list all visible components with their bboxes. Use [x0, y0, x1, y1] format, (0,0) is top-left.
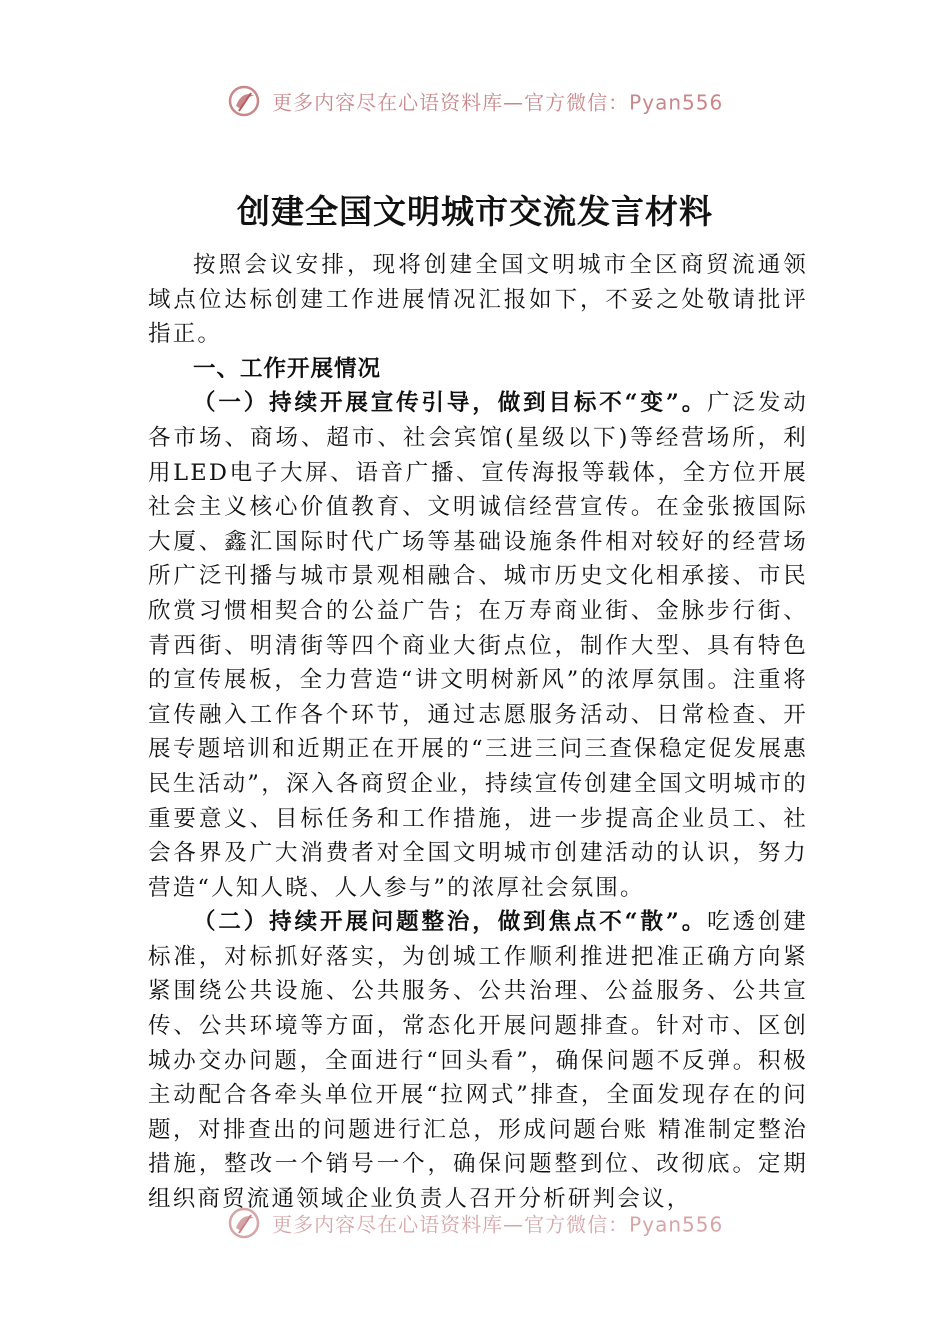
- paragraph-2-heading: （二）持续开展问题整治，做到焦点不“散”。: [193, 909, 708, 936]
- paragraph-1-text: 广泛发动各市场、商场、超市、社会宾馆(星级以下)等经营场所，利用LED电子大屏、语音广播、宣传海报等载体，全方位开展社会主义核心价值教育、文明诚信经营宣传。在金张掖国际大厦、鑫汇国际时代广场等基础设施条件相对较好的经营场所广泛刊播与城市景观相融合、城市历史文化相承接、市民欣赏习惯相契合的公益广告；在万寿商业街、金脉步行街、青西街、明清街等四个商业大街点位，制作大型、具有特色的宣传展板，全力营造“讲文明树新风”的浓厚氛围。注重将宣传融入工作各个环节，通过志愿服务活动、日常检查、开展专题培训和近期正在开展的“三进三问三查保稳定促发展惠民生活动”，深入各商贸企业，持续宣传创建全国文明城市的重要意义、目标任务和工作措施，进一步提高企业员工、社会各界及广大消费者对全国文明城市创建活动的认识，努力营造“人知人晓、人人参与”的浓厚社会氛围。: [148, 390, 808, 901]
- paragraph-1-heading: （一）持续开展宣传引导，做到目标不“变”。: [193, 390, 708, 417]
- watermark-text: 更多内容尽在心语资料库—官方微信：Pyan556: [272, 1212, 724, 1237]
- watermark-header: [0, 84, 950, 118]
- watermark-text: 更多内容尽在心语资料库—官方微信：Pyan556: [272, 90, 724, 115]
- watermark-logo-icon: [227, 84, 261, 118]
- paragraph-2-text: 吃透创建标准，对标抓好落实，为创城工作顺利推进把准正确方向紧紧围绕公共设施、公共服务、公共治理、公益服务、公共宣传、公共环境等方面，常态化开展问题排查。针对市、区创城办交办问题，全面进行“回头看”，确保问题不反弹。积极主动配合各牵头单位开展“拉网式”排查，全面发现存在的问题，对排查出的问题进行汇总，形成问题台账 精准制定整治措施，整改一个销号一个，确保问题整到位、改彻底。定期组织商贸流通领域企业负责人召开分析研判会议，: [148, 909, 808, 1213]
- document-body: [148, 248, 808, 1217]
- paragraph-1: [148, 386, 808, 905]
- paragraph-2: [148, 905, 808, 1216]
- section-heading: 一、工作开展情况: [193, 355, 382, 382]
- intro-paragraph: 按照会议安排，现将创建全国文明城市全区商贸流通领域点位达标创建工作进展情况汇报如下，不妥之处敬请批评指正。: [148, 252, 808, 348]
- watermark-logo-icon: [227, 1206, 261, 1240]
- watermark-footer: [0, 1206, 950, 1240]
- page-title: 创建全国文明城市交流发言材料: [237, 192, 713, 231]
